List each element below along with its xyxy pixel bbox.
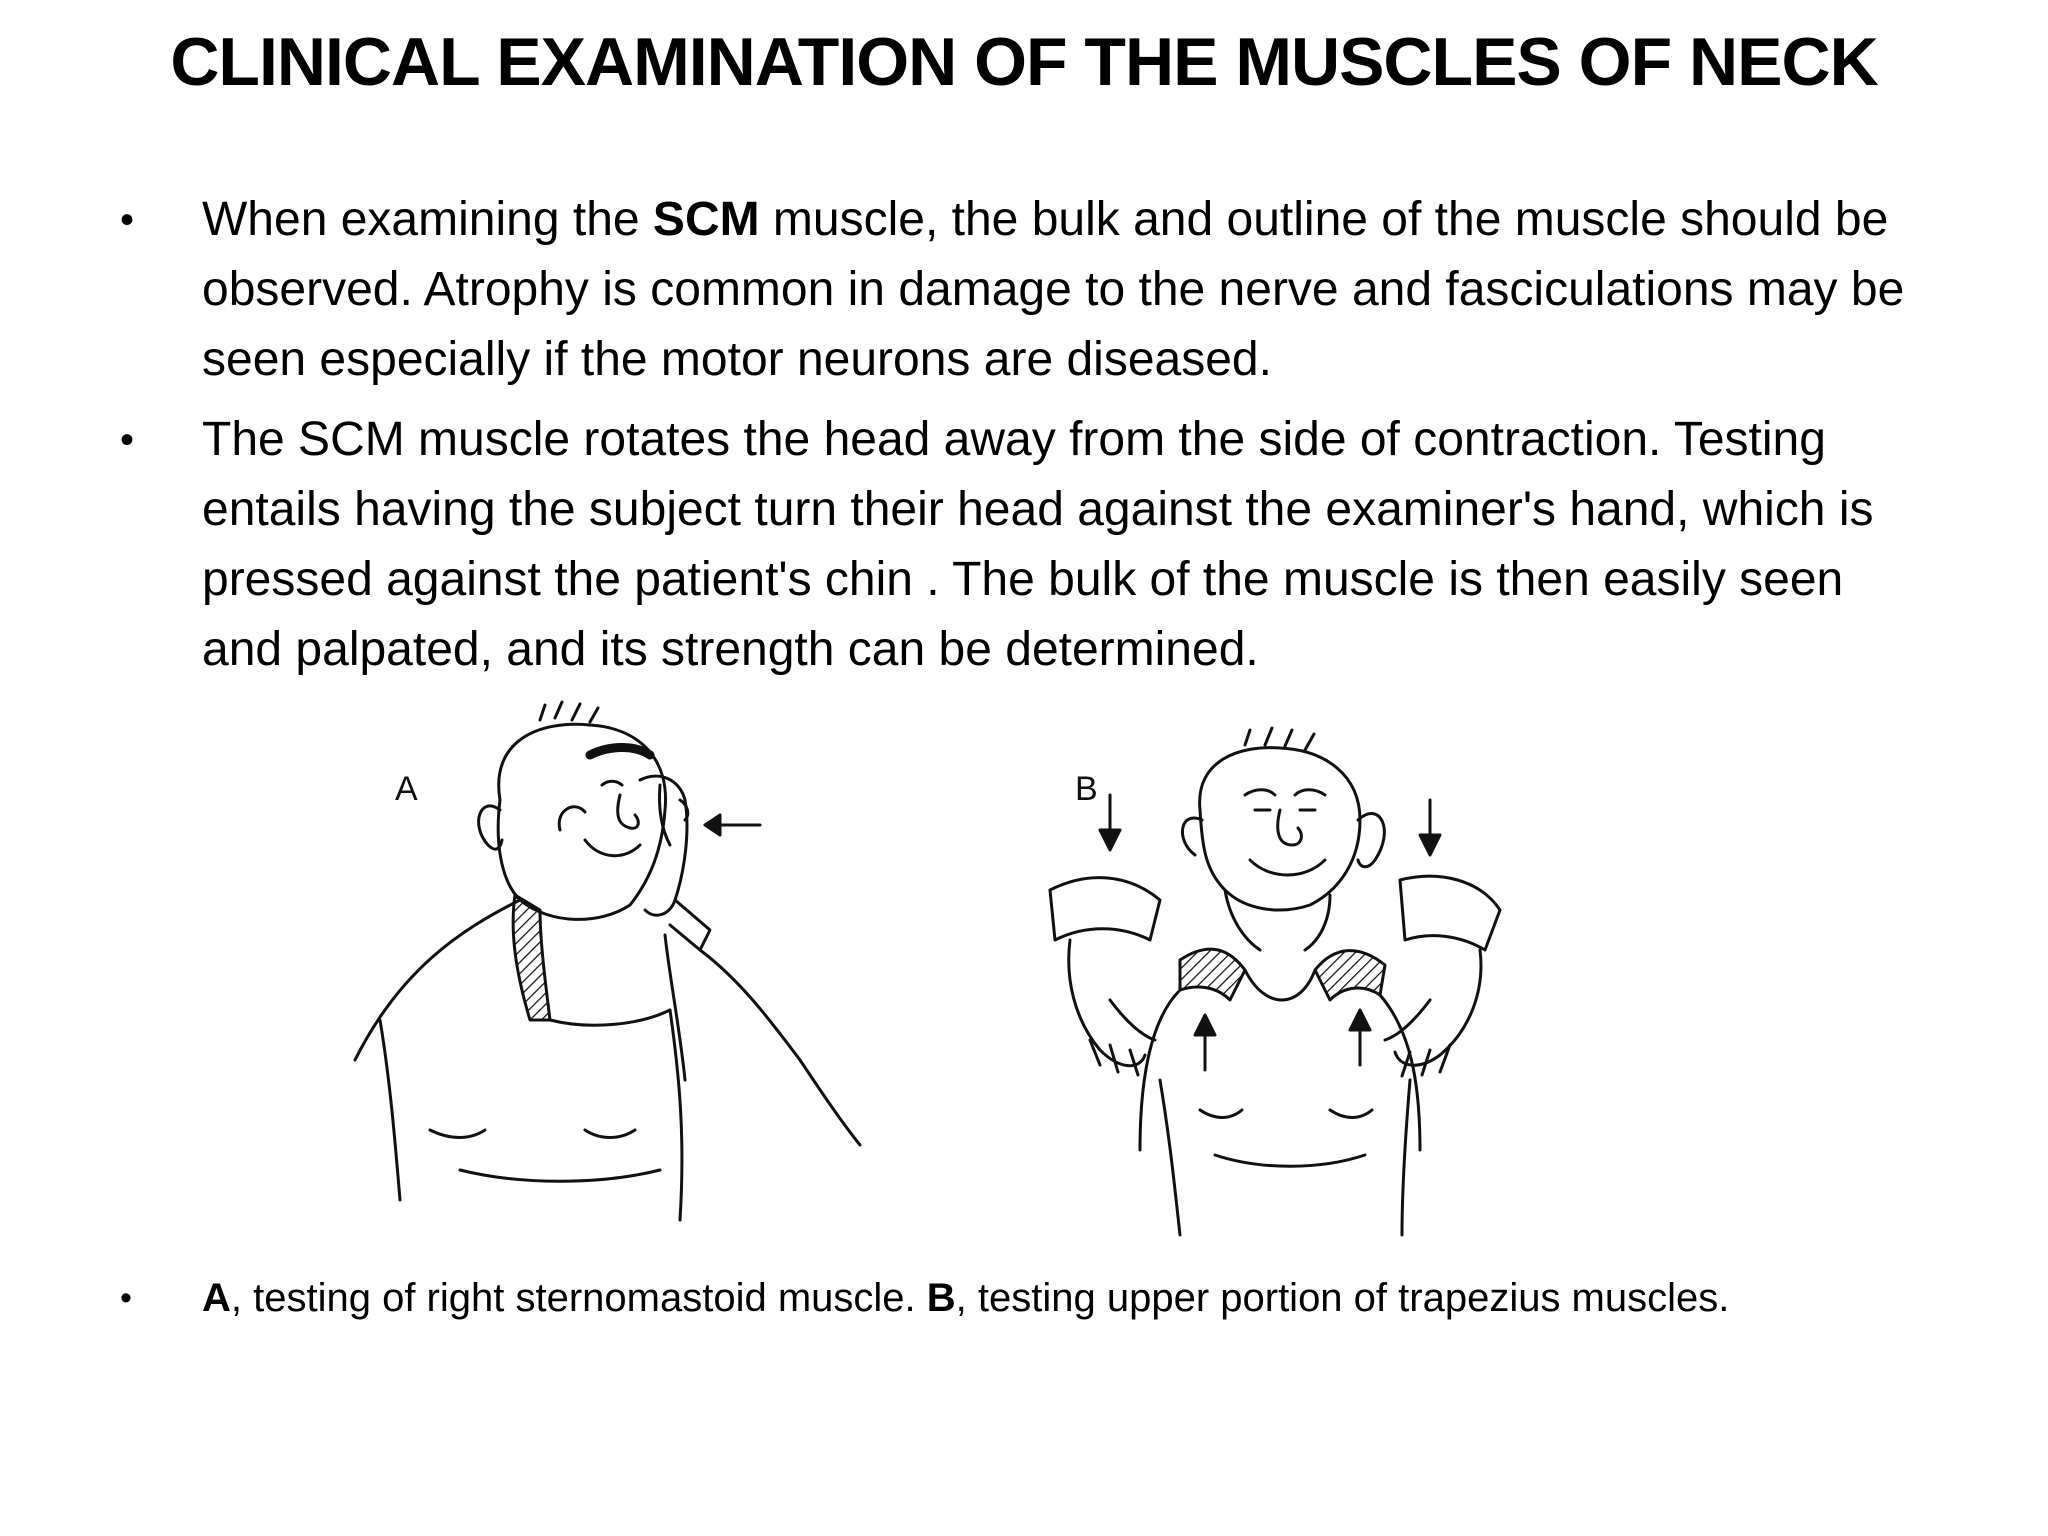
figure-caption	[120, 1268, 1930, 1328]
panel-a-drawing	[355, 702, 860, 1220]
caption-bold-b: B	[926, 1276, 956, 1320]
caption-text-b: , testing upper portion of trapezius muscles.	[955, 1276, 1730, 1320]
bullet-item	[120, 405, 1930, 685]
caption-bold-a: A	[202, 1276, 231, 1320]
bullet-text-post: muscle, the bulk and outline of the muscle should be observed. Atrophy is common in damage to the nerve and fasciculations may be seen especially if the motor neurons are diseased.	[202, 193, 1905, 386]
panel-b-label: B	[1075, 770, 1098, 808]
slide-title: CLINICAL EXAMINATION OF THE MUSCLES OF NECK	[170, 24, 1878, 100]
bullet-item	[120, 185, 1930, 395]
panel-a-label: A	[395, 770, 418, 808]
illustration-figure	[340, 700, 1580, 1240]
bullet-list	[120, 185, 1930, 695]
bullet-marker: •	[120, 198, 135, 242]
caption-text-a: , testing of right sternomastoid muscle.	[230, 1276, 927, 1320]
bullet-text: The SCM muscle rotates the head away from the side of contraction. Testing entails having the subject turn their head against the examiner's hand, which is pressed against the patient's chin . The bulk of the muscle is then easily seen and palpated, and its strength can be determined.	[202, 413, 1874, 676]
bullet-text-pre: When examining the	[202, 193, 653, 246]
illustration-svg	[340, 700, 1580, 1240]
bullet-marker: •	[120, 1279, 132, 1317]
bullet-marker: •	[120, 418, 135, 462]
panel-b-drawing	[1050, 728, 1500, 1235]
bullet-text-bold: SCM	[652, 193, 760, 246]
